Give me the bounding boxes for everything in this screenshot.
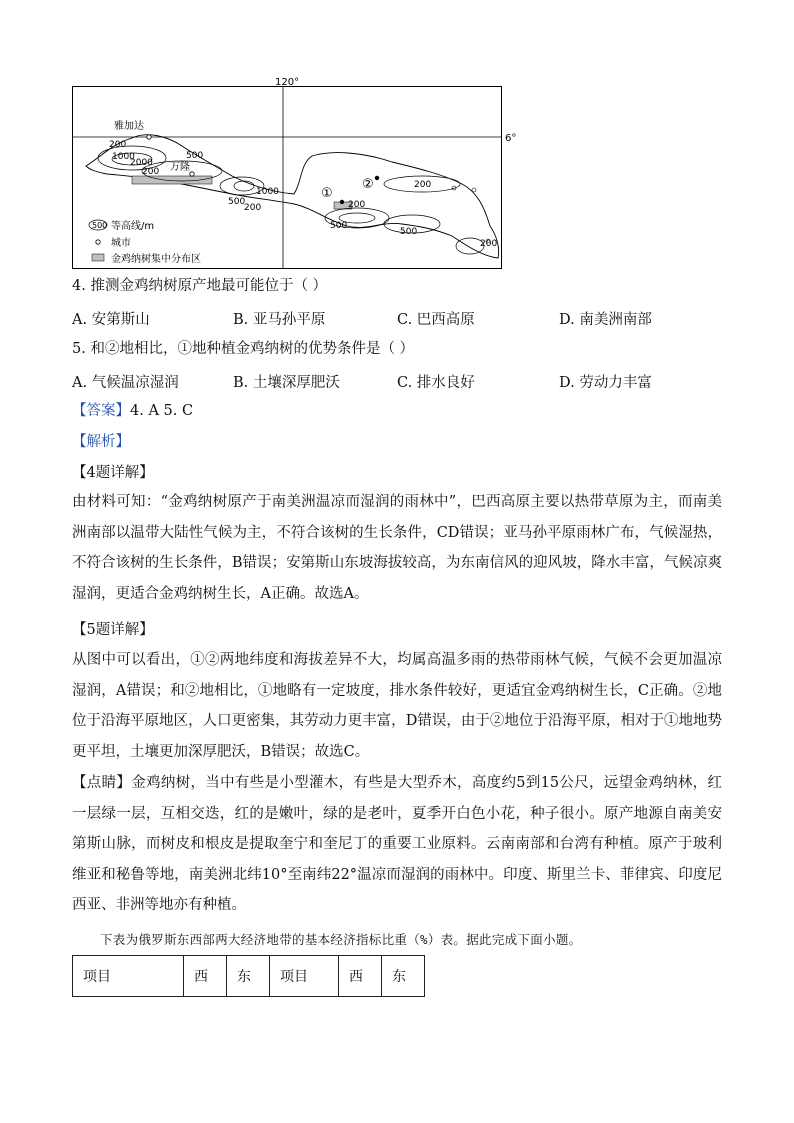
contour-label: 500	[330, 221, 348, 231]
lat-label: 6°	[505, 133, 517, 144]
site-2-marker	[375, 176, 379, 180]
contour-label: 1000	[256, 187, 279, 197]
contour-label: 500	[186, 151, 204, 161]
site-2-label: ②	[362, 177, 374, 192]
contour-label: 200	[109, 140, 127, 150]
island-outline	[86, 135, 499, 258]
q4-detail-text: 由材料可知：“金鸡纳树原产于南美洲温凉而湿润的雨林中”，巴西高原主要以热带草原为主，而南美洲南部以温带大陆性气候为主，不符合该树的生长条件，CD错误；亚马孙平原雨林广布，气候湿热，不符合该树的生长条件，B错误；安第斯山东坡海拔较高，为东南信风的迎风坡，降水丰富，气候凉爽湿润，更适合金鸡纳树生长，A正确。故选A。	[72, 494, 722, 602]
q4-option-d: D. 南美洲南部	[559, 312, 652, 328]
legend-area-label: 金鸡纳树集中分布区	[111, 254, 201, 265]
legend-city-icon	[96, 240, 100, 244]
legend-contour-label: 等高线/m	[111, 221, 155, 232]
q5-option-c: C. 排水良好	[397, 375, 475, 391]
q4-option-b: B. 亚马孙平原	[233, 312, 326, 328]
contour-label: 200	[414, 180, 432, 190]
q5-option-d: D. 劳动力丰富	[559, 375, 652, 391]
contour-label: 200	[142, 167, 160, 177]
analysis-label: 【解析】	[72, 434, 130, 450]
site-1-marker	[340, 200, 344, 204]
site-1-label: ①	[321, 186, 333, 201]
city-jakarta-label: 雅加达	[114, 121, 144, 132]
tip-block	[72, 768, 722, 921]
q5-stem: 5. 和②地相比，①地种植金鸡纳树的优势条件是（ ）	[72, 341, 415, 357]
lon-label: 120°	[275, 77, 300, 88]
economic-indicator-table	[72, 955, 425, 997]
city-jakarta-marker	[147, 135, 151, 139]
legend-area-icon	[92, 254, 104, 261]
legend-contour-sample: 500	[92, 221, 108, 230]
answer-value: 4. A 5. C	[130, 403, 194, 419]
contour-label: 2000	[130, 158, 153, 168]
table-header-cell: 东	[227, 956, 270, 997]
q4-detail-label: 【4题详解】	[72, 465, 154, 481]
table-header-cell: 西	[339, 956, 382, 997]
contour-label: 1000	[112, 152, 135, 162]
q5-detail-text: 从图中可以看出，①②两地纬度和海拔差异不大，均属高温多雨的热带雨林气候，气候不会更加温凉湿润，A错误；和②地相比，①地略有一定坡度，排水条件较好，更适宜金鸡纳树生长，C正确。②地位于沿海平原地区，人口更密集，其劳动力更丰富，D错误，由于②地位于沿海平原，相对于①地地势更平坦，土壤更加深厚肥沃，B错误；故选C。	[72, 652, 722, 760]
contour-label: 200	[244, 203, 262, 213]
tip-label: 【点睛】	[72, 775, 132, 791]
city-wanlong-label: 万隆	[170, 162, 190, 173]
q5-detail-label: 【5题详解】	[72, 622, 154, 638]
answer-label: 【答案】	[72, 403, 130, 419]
q4-stem: 4. 推测金鸡纳树原产地最可能位于（ ）	[72, 278, 328, 294]
table-intro: 下表为俄罗斯东西部两大经济地带的基本经济指标比重（%）表。据此完成下面小题。	[100, 932, 582, 947]
q4-option-c: C. 巴西高原	[397, 312, 475, 328]
city-wanlong-marker	[190, 172, 194, 176]
contour-label: 500	[400, 227, 418, 237]
contour-ring	[234, 181, 254, 191]
tip-text: 金鸡纳树，当中有些是小型灌木，有些是大型乔木，高度约5到15公尺，远望金鸡纳林，红一层绿一层，互相交迭，红的是嫩叶，绿的是老叶，夏季开白色小花，种子很小。原产地源自南美安第斯山脉，而树皮和根皮是提取奎宁和奎尼丁的重要工业原料。云南南部和台湾有种植。原产于玻利维亚和秘鲁等地，南美洲北纬10°至南纬22°温凉而湿润的雨林中。印度、斯里兰卡、菲律宾、印度尼西亚、非洲等地亦有种植。	[72, 775, 722, 913]
q4-option-a: A. 安第斯山	[72, 312, 150, 328]
islet	[472, 188, 476, 192]
q5-option-a: A. 气候温凉湿润	[72, 375, 179, 391]
table-header-cell: 项目	[270, 956, 339, 997]
java-map-figure	[72, 77, 517, 265]
contour-label: 200	[348, 200, 366, 210]
table-header-cell: 项目	[73, 956, 184, 997]
table-header-cell: 西	[184, 956, 227, 997]
q5-option-b: B. 土壤深厚肥沃	[233, 375, 340, 391]
contour-label: 200	[480, 239, 498, 249]
legend-city-label: 城市	[111, 238, 131, 249]
answer-line	[72, 401, 193, 421]
table-header-row	[73, 956, 425, 997]
contour-label: 500	[228, 197, 246, 207]
table-header-cell: 东	[382, 956, 425, 997]
